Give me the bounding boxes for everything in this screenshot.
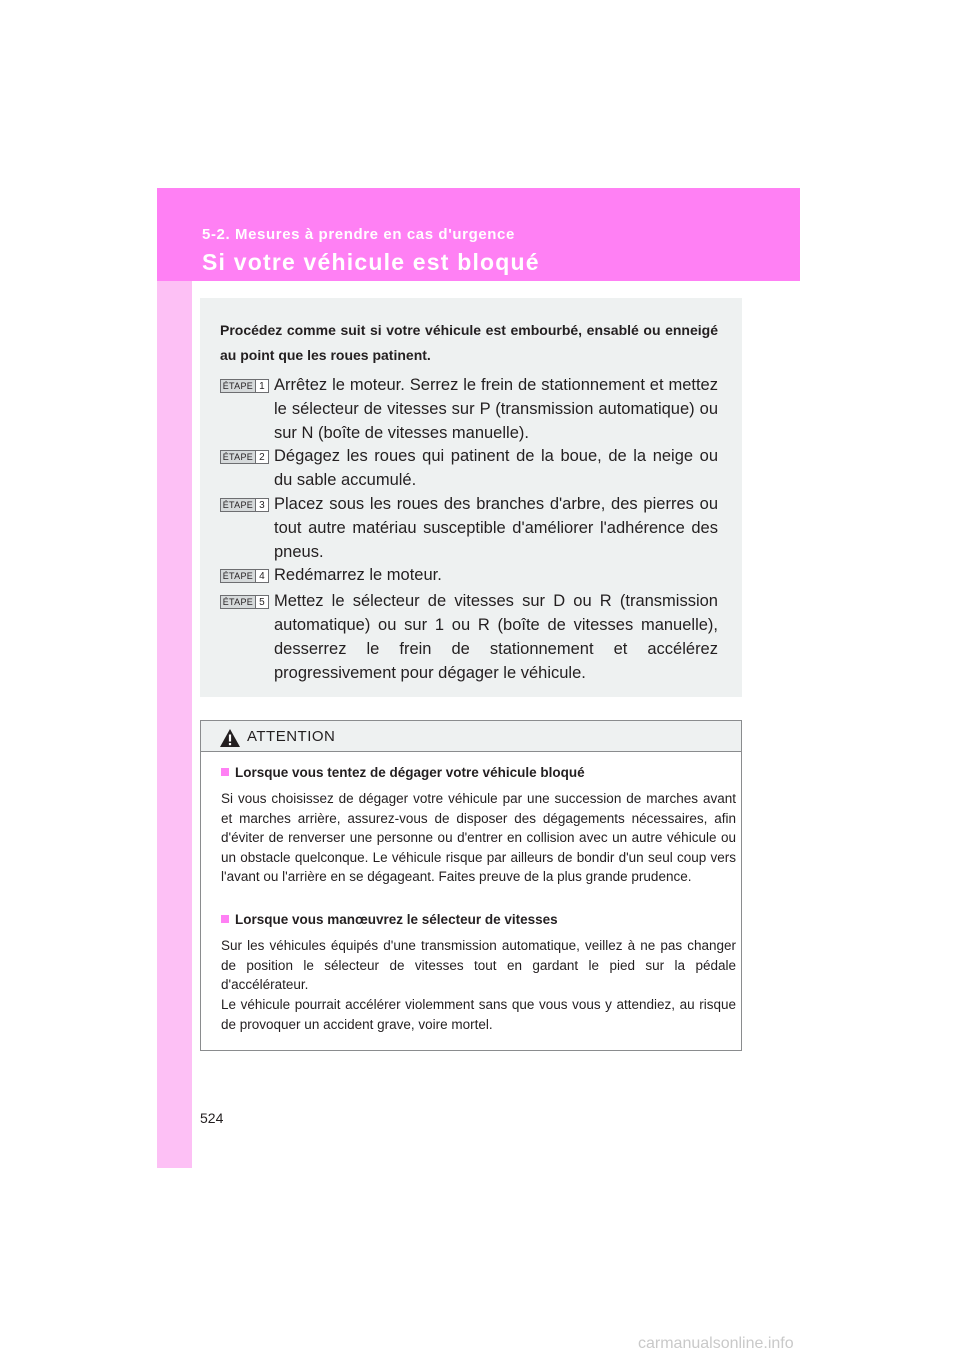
step-badge [220,450,269,464]
warning-header [201,721,741,752]
step-badge [220,595,269,609]
square-bullet-icon [221,768,229,776]
step-badge-word: ÉTAPE [220,498,255,512]
warning-box [200,720,742,1051]
warning-subheading [221,765,736,780]
page-title: Si votre véhicule est bloqué [202,249,540,275]
step-badge-word: ÉTAPE [220,569,255,583]
square-bullet-icon [221,915,229,923]
step-text: Mettez le sélecteur de vitesses sur D ou R (transmission automatique) ou sur 1 ou R (boîte de vitesses manuelle), desserrez le frein de stationnement et accélérez progressivement pour dégager le véhicule. [274,592,718,682]
step-text: Arrêtez le moteur. Serrez le frein de stationnement et mettez le sélecteur de vitesses sur P (transmission automatique) ou sur N (boîte de vitesses manuelle). [274,376,718,442]
step-badge [220,569,269,583]
step-text: Placez sous les roues des branches d'arbre, des pierres ou tout autre matériau susceptible d'améliorer l'adhérence des pneus. [274,495,718,561]
step-4 [220,563,718,587]
step-badge-number: 1 [255,379,269,393]
procedure-intro: Procédez comme suit si votre véhicule est embourbé, ensablé ou enneigé au point que les roues patinent. [220,322,718,363]
step-text: Dégagez les roues qui patinent de la boue, de la neige ou du sable accumulé. [274,447,718,489]
warning-subheading-text: Lorsque vous tentez de dégager votre véhicule bloqué [235,765,585,780]
warning-title: ATTENTION [247,728,336,745]
step-badge [220,498,269,512]
warning-paragraph: Le véhicule pourrait accélérer violemment sans que vous vous y attendiez, au risque de provoquer un accident grave, voire mortel. [221,997,736,1032]
step-badge-number: 4 [255,569,269,583]
step-badge-word: ÉTAPE [220,379,255,393]
warning-subheading-text: Lorsque vous manœuvrez le sélecteur de vitesses [235,912,558,927]
step-5 [220,589,718,685]
section-label: 5-2. Mesures à prendre en cas d'urgence [202,226,515,243]
step-badge-number: 3 [255,498,269,512]
page-number: 524 [200,1110,224,1126]
step-badge-word: ÉTAPE [220,450,255,464]
step-text: Redémarrez le moteur. [274,566,442,584]
step-2 [220,444,718,492]
warning-paragraph: Si vous choisissez de dégager votre véhicule par une succession de marches avant et marches arrière, assurez-vous de disposer des dégagements nécessaires, afin d'éviter de renverser une personne ou d'entrer en collision avec un autre véhicule ou un obstacle quelconque. Le véhicule risque par ailleurs de bondir d'un seul coup vers l'avant ou l'arrière en se dégageant. Faites preuve de la plus grande prudence. [221,791,736,884]
warning-triangle-icon [219,728,241,748]
step-badge-number: 2 [255,450,269,464]
step-badge [220,379,269,393]
warning-subheading [221,912,736,927]
warning-paragraph: Sur les véhicules équipés d'une transmission automatique, veillez à ne pas changer de position le sélecteur de vitesses tout en gardant le pied sur la pédale d'accélérateur. [221,938,736,992]
step-1 [220,373,718,445]
step-badge-word: ÉTAPE [220,595,255,609]
chapter-side-strip [157,188,192,1168]
step-badge-number: 5 [255,595,269,609]
watermark: carmanualsonline.info [638,1335,794,1352]
step-3 [220,492,718,564]
